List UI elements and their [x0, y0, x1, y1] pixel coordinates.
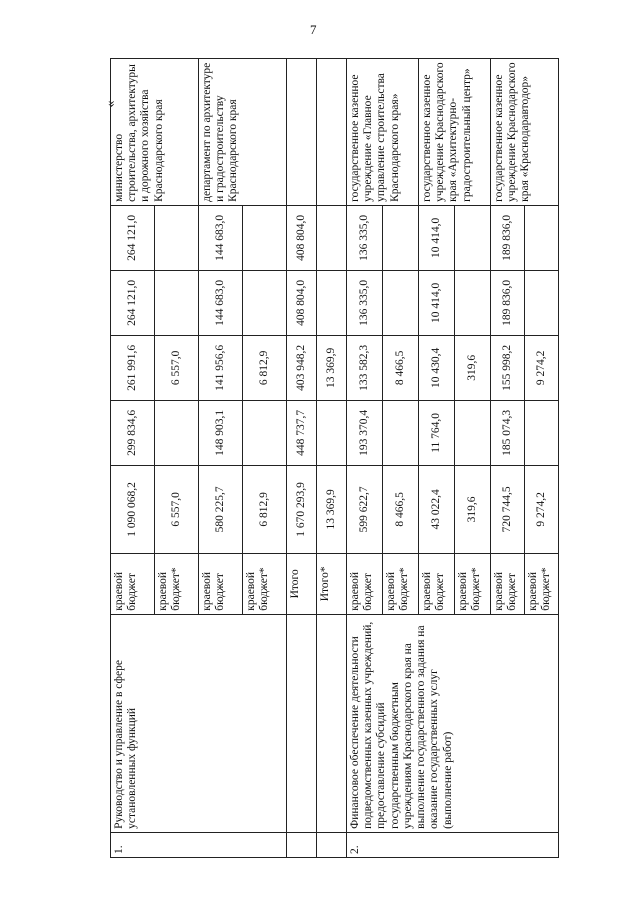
- total-value: 9 274,2: [525, 465, 559, 553]
- year-2-value: 9 274,2: [525, 335, 559, 400]
- year-1-value: [243, 400, 287, 465]
- year-2-value: 6 812,9: [243, 335, 287, 400]
- year-4-value: 408 804,0: [287, 205, 317, 270]
- activity-name: Руководство и управление в сфере установленных функций: [111, 614, 287, 832]
- year-4-value: [317, 205, 347, 270]
- year-3-value: 189 836,0: [491, 270, 525, 335]
- executor: государственное казенное учреждение Краснодарского края «Краснодаравтодор»: [491, 59, 559, 206]
- year-4-value: [525, 205, 559, 270]
- total-value: 43 022,4: [419, 465, 455, 553]
- year-3-value: 10 414,0: [419, 270, 455, 335]
- year-2-value: 13 369,9: [317, 335, 347, 400]
- year-3-value: [383, 270, 419, 335]
- year-2-value: 10 430,4: [419, 335, 455, 400]
- funding-source: краевой бюджет*: [455, 553, 491, 614]
- year-1-value: [155, 400, 199, 465]
- total-value: 1 090 068,2: [111, 465, 155, 553]
- executor: департамент по архитектуре и градостроительству Краснодарского края: [199, 59, 287, 206]
- year-4-value: [383, 205, 419, 270]
- year-4-value: 189 836,0: [491, 205, 525, 270]
- year-4-value: 144 683,0: [199, 205, 243, 270]
- year-2-value: 261 991,6: [111, 335, 155, 400]
- year-1-value: [455, 400, 491, 465]
- year-2-value: 141 956,6: [199, 335, 243, 400]
- year-2-value: 133 582,3: [347, 335, 383, 400]
- year-4-value: 10 414,0: [419, 205, 455, 270]
- year-4-value: [155, 205, 199, 270]
- year-1-value: [383, 400, 419, 465]
- executor: государственное казенное учреждение «Главное управление строительства Краснодарского края»: [347, 59, 419, 206]
- year-1-value: 448 737,7: [287, 400, 317, 465]
- total-value: 13 369,9: [317, 465, 347, 553]
- funding-source: краевой бюджет: [111, 553, 155, 614]
- year-1-value: [317, 400, 347, 465]
- opening-quote: «: [103, 100, 119, 108]
- page-number: 7: [310, 22, 317, 37]
- year-2-value: 6 557,0: [155, 335, 199, 400]
- row-number: 2.: [347, 832, 559, 857]
- executor: министерство строительства, архитектуры и дорожного хозяйства Краснодарского края: [111, 59, 199, 206]
- funding-source: краевой бюджет*: [243, 553, 287, 614]
- year-3-value: [525, 270, 559, 335]
- total-value: 599 622,7: [347, 465, 383, 553]
- year-1-value: 185 074,3: [491, 400, 525, 465]
- total-value: 319,6: [455, 465, 491, 553]
- total-value: 1 670 293,9: [287, 465, 317, 553]
- year-3-value: 408 804,0: [287, 270, 317, 335]
- total-value: 6 812,9: [243, 465, 287, 553]
- year-1-value: [525, 400, 559, 465]
- rotated-table-wrapper: [110, 58, 553, 858]
- program-activities-table: [110, 58, 559, 858]
- row-number: 1.: [111, 832, 287, 857]
- funding-source: краевой бюджет*: [525, 553, 559, 614]
- total-value: 580 225,7: [199, 465, 243, 553]
- year-3-value: [317, 270, 347, 335]
- year-4-value: [455, 205, 491, 270]
- year-2-value: 403 948,2: [287, 335, 317, 400]
- year-1-value: 11 764,0: [419, 400, 455, 465]
- activity-name: Финансовое обеспечение деятельности подведомственных казенных учреждений, предоставление субсидий государственным бюджетным учреждениям Краснодарского края на выполнение государственного задания на оказание государственных услуг (выполнение работ): [347, 614, 559, 832]
- total-label: Итого: [287, 553, 317, 614]
- year-3-value: 136 335,0: [347, 270, 383, 335]
- year-3-value: 264 121,0: [111, 270, 155, 335]
- year-2-value: 155 998,2: [491, 335, 525, 400]
- total-value: 720 744,5: [491, 465, 525, 553]
- year-4-value: 264 121,0: [111, 205, 155, 270]
- year-3-value: [455, 270, 491, 335]
- year-3-value: 144 683,0: [199, 270, 243, 335]
- year-1-value: 148 903,1: [199, 400, 243, 465]
- funding-source: краевой бюджет: [199, 553, 243, 614]
- year-4-value: 136 335,0: [347, 205, 383, 270]
- funding-source: краевой бюджет: [347, 553, 383, 614]
- year-2-value: 8 466,5: [383, 335, 419, 400]
- year-3-value: [155, 270, 199, 335]
- total-value: 8 466,5: [383, 465, 419, 553]
- total-row: [317, 59, 347, 858]
- funding-source: краевой бюджет*: [155, 553, 199, 614]
- year-1-value: 193 370,4: [347, 400, 383, 465]
- year-1-value: 299 834,6: [111, 400, 155, 465]
- total-row: [287, 59, 317, 858]
- total-value: 6 557,0: [155, 465, 199, 553]
- year-3-value: [243, 270, 287, 335]
- year-2-value: 319,6: [455, 335, 491, 400]
- funding-source: краевой бюджет: [419, 553, 455, 614]
- year-4-value: [243, 205, 287, 270]
- executor: государственное казенное учреждение Краснодарского края «Архитектурно-градостроительный центр»: [419, 59, 491, 206]
- funding-source: краевой бюджет: [491, 553, 525, 614]
- funding-source: краевой бюджет*: [383, 553, 419, 614]
- table-row: [347, 59, 383, 858]
- total-label: Итого*: [317, 553, 347, 614]
- table-row: [111, 59, 155, 858]
